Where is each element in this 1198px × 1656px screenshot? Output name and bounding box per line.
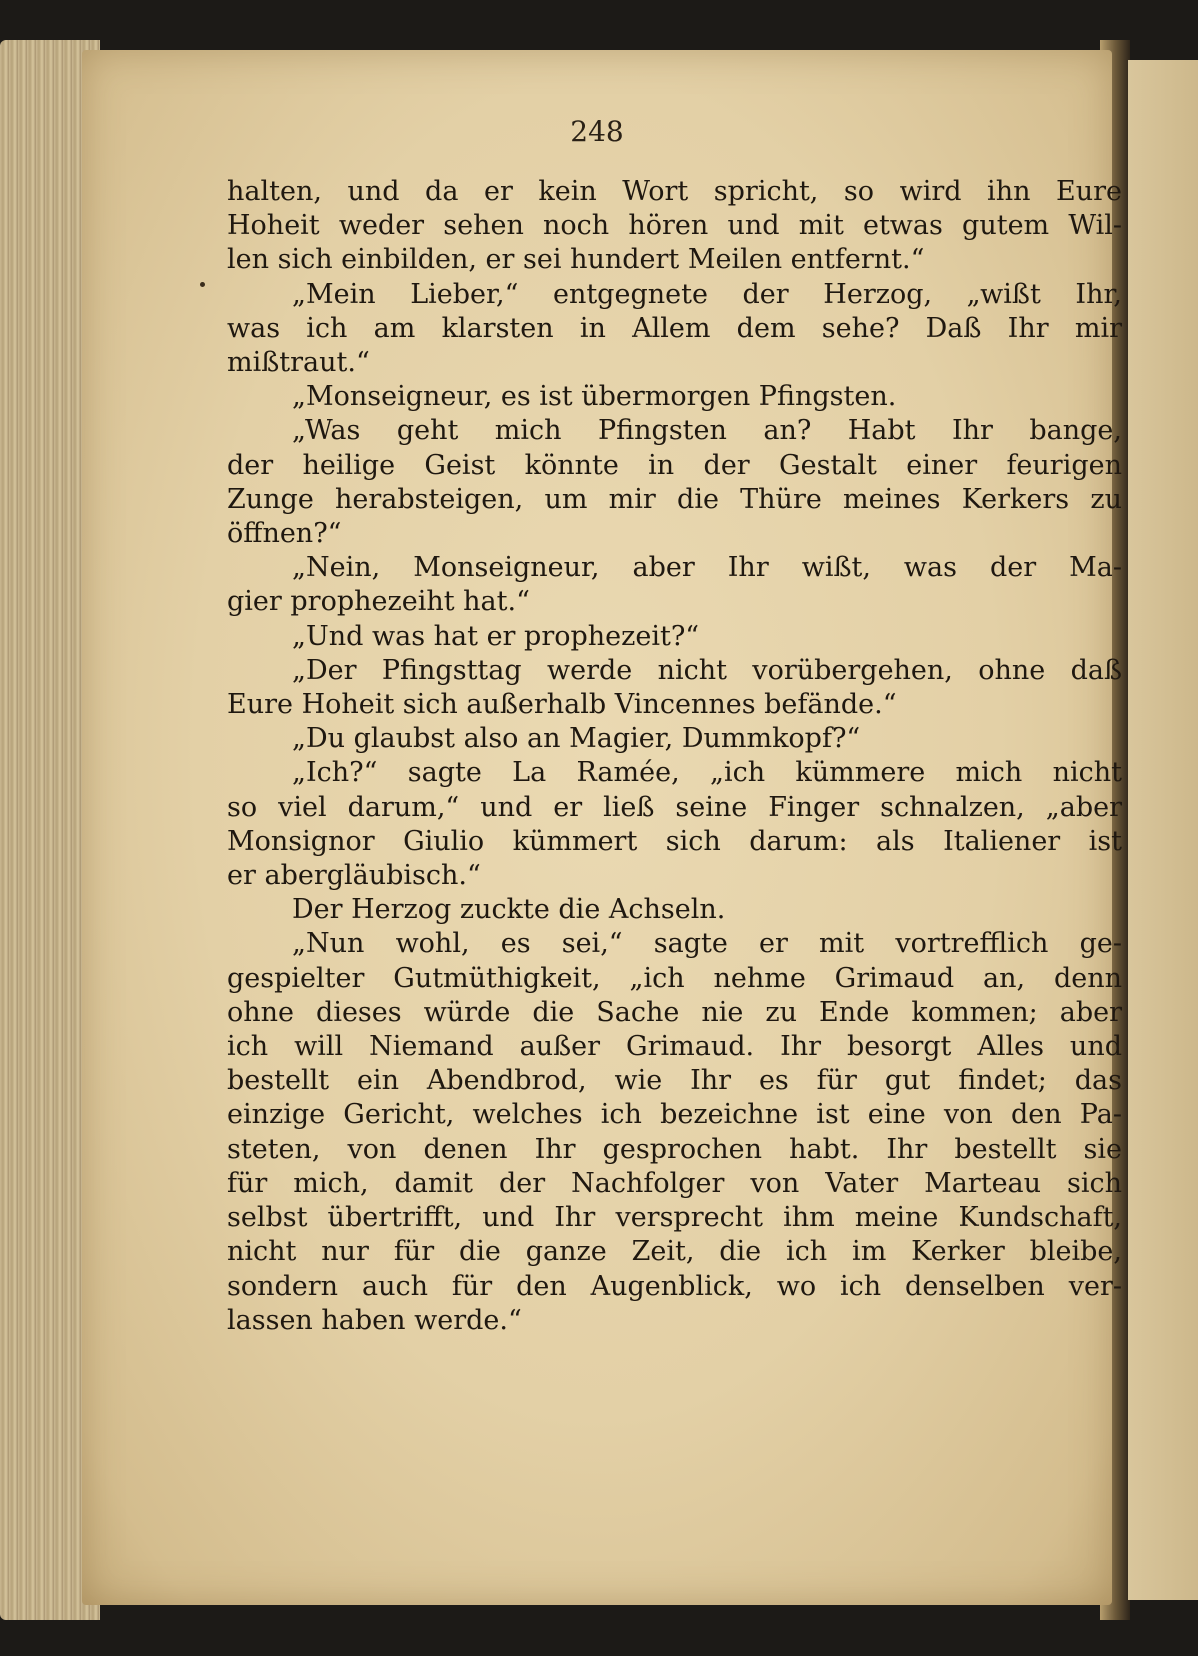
text-line: öffnen?“ bbox=[227, 518, 342, 550]
text-line: steten, von denen Ihr gesprochen habt. Ihr bestellt sie bbox=[227, 1133, 1122, 1165]
text-line: nicht nur für die ganze Zeit, die ich im Kerker bleibe, bbox=[227, 1236, 1122, 1268]
text-line: lassen haben werde.“ bbox=[227, 1304, 522, 1336]
text-line: selbst übertrifft, und Ihr versprecht ihm meine Kundschaft, bbox=[227, 1202, 1122, 1234]
text-line: „Mein Lieber,“ entgegnete der Herzog, „wißt Ihr, bbox=[292, 278, 1122, 310]
text-line: der heilige Geist könnte in der Gestalt einer feurigen bbox=[227, 449, 1122, 481]
text-line: ohne dieses würde die Sache nie zu Ende kommen; aber bbox=[227, 996, 1122, 1028]
text-line: „Monseigneur, es ist übermorgen Pfingsten. bbox=[292, 381, 897, 413]
text-line: für mich, damit der Nachfolger von Vater Marteau sich bbox=[227, 1167, 1122, 1199]
text-line: len sich einbilden, er sei hundert Meilen entfernt.“ bbox=[227, 244, 925, 276]
text-line: „Der Pfingsttag werde nicht vorübergehen, ohne daß bbox=[292, 654, 1122, 686]
text-line: halten, und da er kein Wort spricht, so wird ihn Eure bbox=[227, 176, 1122, 207]
text-line: „Du glaubst also an Magier, Dummkopf?“ bbox=[292, 723, 861, 755]
text-line: Monsignor Giulio kümmert sich darum: als Italiener ist bbox=[227, 825, 1122, 857]
text-line: bestellt ein Abendbrod, wie Ihr es für gut findet; das bbox=[227, 1065, 1122, 1097]
text-line: Zunge herabsteigen, um mir die Thüre meines Kerkers zu bbox=[227, 483, 1122, 515]
text-line: er abergläubisch.“ bbox=[227, 860, 481, 892]
text-line: „Ich?“ sagte La Ramée, „ich kümmere mich nicht bbox=[292, 757, 1122, 789]
page-number: 248 bbox=[570, 115, 624, 148]
text-line: ich will Niemand außer Grimaud. Ihr besorgt Alles und bbox=[227, 1031, 1122, 1063]
text-line: Eure Hoheit sich außerhalb Vincennes befände.“ bbox=[227, 689, 897, 721]
text-line: gespielter Gutmüthigkeit, „ich nehme Grimaud an, denn bbox=[227, 962, 1122, 994]
text-line: einzige Gericht, welches ich bezeichne ist eine von den Pa- bbox=[227, 1099, 1122, 1131]
text-line: „Was geht mich Pfingsten an? Habt Ihr bange, bbox=[292, 415, 1122, 447]
text-line: Hoheit weder sehen noch hören und mit etwas gutem Wil- bbox=[227, 210, 1122, 242]
book-page bbox=[82, 50, 1122, 1605]
page-text bbox=[227, 175, 1122, 1338]
text-line: Der Herzog zuckte die Achseln. bbox=[292, 894, 726, 926]
text-line: „Nein, Monseigneur, aber Ihr wißt, was der Ma- bbox=[292, 552, 1122, 584]
text-line: „Und was hat er prophezeit?“ bbox=[292, 620, 700, 652]
text-line: gier prophezeiht hat.“ bbox=[227, 586, 530, 618]
text-line: mißtraut.“ bbox=[227, 347, 370, 379]
text-line: sondern auch für den Augenblick, wo ich denselben ver- bbox=[227, 1270, 1122, 1302]
text-line: „Nun wohl, es sei,“ sagte er mit vortrefflich ge- bbox=[292, 928, 1122, 960]
text-line: was ich am klarsten in Allem dem sehe? Daß Ihr mir bbox=[227, 312, 1122, 344]
margin-mark bbox=[200, 282, 205, 287]
next-page-edge bbox=[1128, 60, 1198, 1600]
text-line: so viel darum,“ und er ließ seine Finger schnalzen, „aber bbox=[227, 791, 1122, 823]
